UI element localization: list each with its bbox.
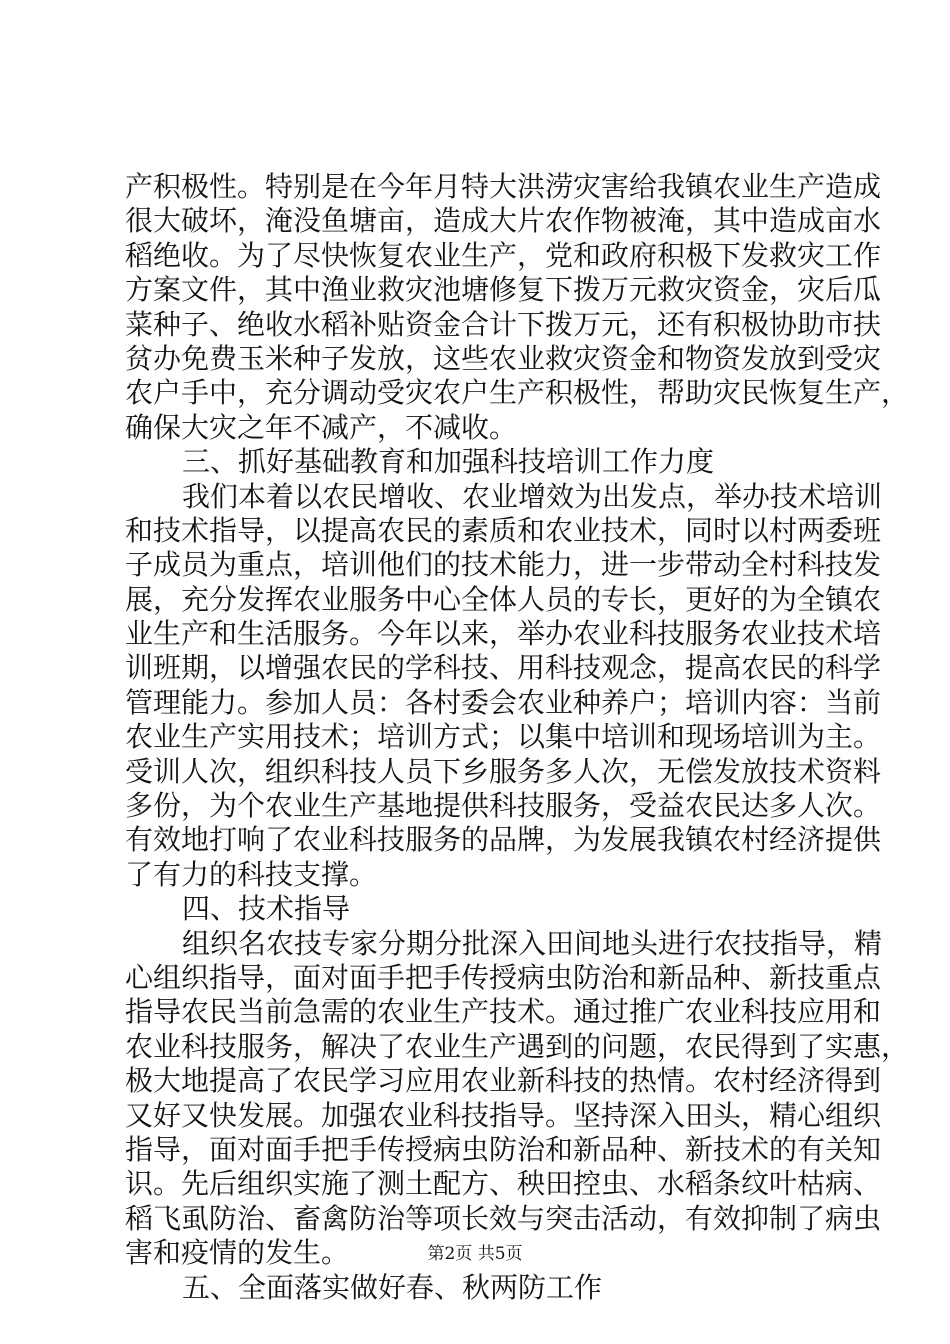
text-line: 极大地提高了农民学习应用农业新科技的热情。农村经济得到 xyxy=(125,1064,882,1098)
text-line: 有效地打响了农业科技服务的品牌，为发展我镇农村经济提供 xyxy=(125,823,882,857)
text-line: 又好又快发展。加强农业科技指导。坚持深入田头，精心组织 xyxy=(125,1098,882,1132)
text-line: 心组织指导，面对面手把手传授病虫防治和新品种、新技重点 xyxy=(125,960,882,994)
text-line: 方案文件，其中渔业救灾池塘修复下拨万元救灾资金，灾后瓜 xyxy=(125,273,882,307)
document-body xyxy=(125,170,910,1305)
text-line: 指导农民当前急需的农业生产技术。通过推广农业科技应用和 xyxy=(125,995,882,1029)
text-line: 受训人次，组织科技人员下乡服务多人次，无偿发放技术资料 xyxy=(125,754,882,788)
text-line: 我们本着以农民增收、农业增效为出发点，举办技术培训 xyxy=(182,479,883,513)
text-line: 和技术指导，以提高农民的素质和农业技术，同时以村两委班 xyxy=(125,513,882,547)
text-line: 害和疫情的发生。 xyxy=(125,1236,350,1270)
text-line: 训班期，以增强农民的学科技、用科技观念，提高农民的科学 xyxy=(125,651,882,685)
text-line: 子成员为重点，培训他们的技术能力，进一步带动全村科技发 xyxy=(125,548,882,582)
text-line: 农业科技服务，解决了农业生产遇到的问题，农民得到了实惠， xyxy=(125,1029,910,1063)
text-line: 贫办免费玉米种子发放，这些农业救灾资金和物资发放到受灾 xyxy=(125,341,882,375)
text-line: 管理能力。参加人员：各村委会农业种养户；培训内容：当前 xyxy=(125,685,882,719)
text-line: 组织名农技专家分期分批深入田间地头进行农技指导，精 xyxy=(182,926,883,960)
text-line: 农业生产实用技术；培训方式；以集中培训和现场培训为主。 xyxy=(125,720,882,754)
page-number-footer: 第2页 共5页 xyxy=(427,1244,523,1264)
text-line: 确保大灾之年不减产，不减收。 xyxy=(125,410,518,444)
text-line: 很大破坏，淹没鱼塘亩，造成大片农作物被淹，其中造成亩水 xyxy=(125,204,882,238)
text-line: 识。先后组织实施了测土配方、秧田控虫、水稻条纹叶枯病、 xyxy=(125,1167,882,1201)
text-line: 稻飞虱防治、畜禽防治等项长效与突击活动，有效抑制了病虫 xyxy=(125,1201,882,1235)
text-line: 业生产和生活服务。今年以来，举办农业科技服务农业技术培 xyxy=(125,617,882,651)
section-heading: 四、技术指导 xyxy=(182,892,351,926)
text-line: 稻绝收。为了尽快恢复农业生产，党和政府积极下发救灾工作 xyxy=(125,238,882,272)
text-line: 农户手中，充分调动受灾农户生产积极性，帮助灾民恢复生产， xyxy=(125,376,910,410)
section-heading: 五、全面落实做好春、秋两防工作 xyxy=(182,1270,603,1304)
text-line: 产积极性。特别是在今年月特大洪涝灾害给我镇农业生产造成 xyxy=(125,170,882,203)
section-heading: 三、抓好基础教育和加强科技培训工作力度 xyxy=(182,445,715,479)
text-line: 指导，面对面手把手传授病虫防治和新品种、新技术的有关知 xyxy=(125,1132,882,1166)
text-line: 多份，为个农业生产基地提供科技服务，受益农民达多人次。 xyxy=(125,789,882,823)
text-line: 菜种子、绝收水稻补贴资金合计下拨万元，还有积极协助市扶 xyxy=(125,307,882,341)
text-line: 展，充分发挥农业服务中心全体人员的专长，更好的为全镇农 xyxy=(125,582,882,616)
text-line: 了有力的科技支撑。 xyxy=(125,857,378,891)
